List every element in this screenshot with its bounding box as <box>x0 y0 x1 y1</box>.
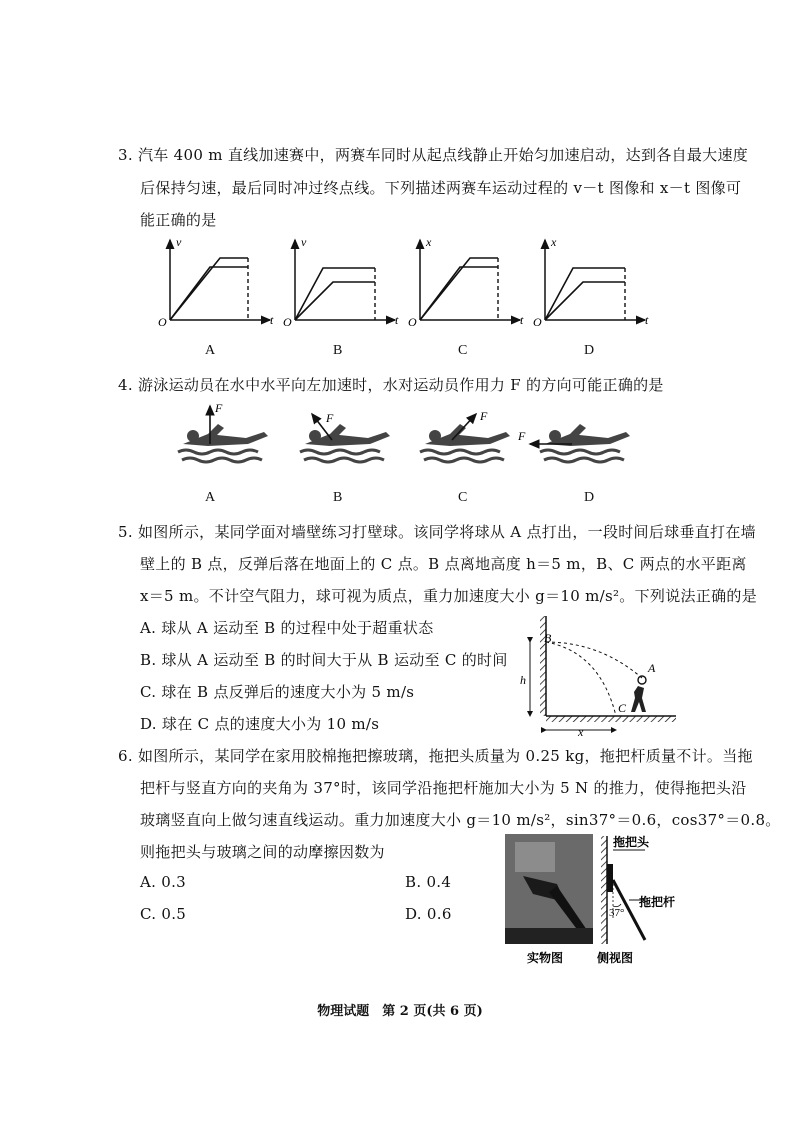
swimmer-c-label: C <box>458 490 468 505</box>
graph-d-xaxis: t <box>645 313 649 327</box>
q6-line-1: 6. 如图所示，某同学在家用胶棉拖把擦玻璃，拖把头质量为 0.25 kg，拖把杆质量不计。当拖 <box>118 747 753 765</box>
q6-line-3: 玻璃竖直向上做匀速直线运动。重力加速度大小 g＝10 m/s²，sin37°＝0.6，cos37°＝0.8。 <box>140 811 781 829</box>
force-d: F <box>518 429 526 443</box>
graph-a <box>158 235 274 329</box>
graph-c-yaxis: x <box>426 235 432 249</box>
graph-b-xaxis: t <box>395 313 399 327</box>
force-b: F <box>326 411 334 425</box>
q4-text: 4. 游泳运动员在水中水平向左加速时，水对运动员作用力 F 的方向可能正确的是 <box>118 376 664 394</box>
q6-caption-side: 侧视图 <box>597 951 634 965</box>
graph-a-origin: O <box>158 315 167 329</box>
graph-a-xaxis: t <box>270 313 274 327</box>
swimmer-c <box>420 409 510 462</box>
swimmer-b <box>300 411 390 462</box>
q5-line-1: 5. 如图所示，某同学面对墙壁练习打壁球。该同学将球从 A 点打出，一段时间后球垂直打在墙 <box>118 523 756 541</box>
graph-b <box>283 235 399 329</box>
graph-b-origin: O <box>283 315 292 329</box>
q5-option-b: B. 球从 A 运动至 B 的时间大于从 B 运动至 C 的时间 <box>140 651 508 669</box>
q5-option-d: D. 球在 C 点的速度大小为 10 m/s <box>140 715 380 733</box>
graph-d-origin: O <box>533 315 542 329</box>
q6-label-head: 拖把头 <box>613 835 650 849</box>
q5-label-x: x <box>578 725 584 737</box>
graph-c <box>408 235 524 329</box>
graph-c-xaxis: t <box>520 313 524 327</box>
graph-b-yaxis: v <box>301 235 307 249</box>
q5-point-a: A <box>648 661 656 675</box>
q5-option-a: A. 球从 A 运动至 B 的过程中处于超重状态 <box>140 619 434 637</box>
q5-line-3: x＝5 m。不计空气阻力，球可视为质点，重力加速度大小 g＝10 m/s²。下列说法正确的是 <box>140 587 758 605</box>
graph-d <box>533 235 649 329</box>
q3-line-2: 后保持匀速，最后同时冲过终点线。下列描述两赛车运动过程的 v－t 图像和 x－t 图像可 <box>140 179 742 197</box>
graph-b-label: B <box>333 343 343 358</box>
q6-option-c: C. 0.5 <box>140 905 187 923</box>
q6-line-2: 把杆与竖直方向的夹角为 37°时，该同学沿拖把杆施加大小为 5 N 的推力，使得拖把头沿 <box>140 779 747 797</box>
graph-c-label: C <box>458 343 468 358</box>
swimmer-a-label: A <box>205 490 216 505</box>
q6-option-b: B. 0.4 <box>405 873 452 891</box>
q6-label-angle: 37° <box>609 907 625 919</box>
graph-d-label: D <box>584 343 595 358</box>
q5-figure <box>520 612 680 737</box>
q6-label-rod: 拖把杆 <box>639 895 676 909</box>
swimmer-b-label: B <box>333 490 343 505</box>
q5-option-c: C. 球在 B 点反弹后的速度大小为 5 m/s <box>140 683 415 701</box>
q5-line-2: 壁上的 B 点，反弹后落在地面上的 C 点。B 点离地高度 h＝5 m，B、C 两点的水平距离 <box>140 555 747 573</box>
graph-a-yaxis: v <box>176 235 182 249</box>
page-footer: 物理试题 第 2 页(共 6 页) <box>317 1004 483 1019</box>
force-a: F <box>215 401 223 415</box>
q6-option-a: A. 0.3 <box>140 873 187 891</box>
q5-point-c: C <box>618 701 627 715</box>
q3-graphs <box>140 232 680 362</box>
q5-label-h: h <box>520 673 526 687</box>
q6-line-4: 则拖把头与玻璃之间的动摩擦因数为 <box>140 843 385 861</box>
graph-a-label: A <box>205 343 216 358</box>
q6-caption-photo: 实物图 <box>527 951 564 965</box>
graph-d-yaxis: x <box>551 235 557 249</box>
swimmer-d <box>517 424 630 462</box>
q4-swimmers <box>150 400 650 475</box>
q6-option-d: D. 0.6 <box>405 905 452 923</box>
q3-line-1: 3. 汽车 400 m 直线加速赛中，两赛车同时从起点线静止开始匀加速启动，达到各自最大速度 <box>118 146 749 164</box>
force-c: F <box>480 409 488 423</box>
swimmer-a <box>178 401 268 462</box>
q5-point-b: B <box>544 631 552 645</box>
q3-line-3: 能正确的是 <box>140 211 217 229</box>
graph-c-origin: O <box>408 315 417 329</box>
q6-figure <box>505 828 695 968</box>
swimmer-d-label: D <box>584 490 595 505</box>
